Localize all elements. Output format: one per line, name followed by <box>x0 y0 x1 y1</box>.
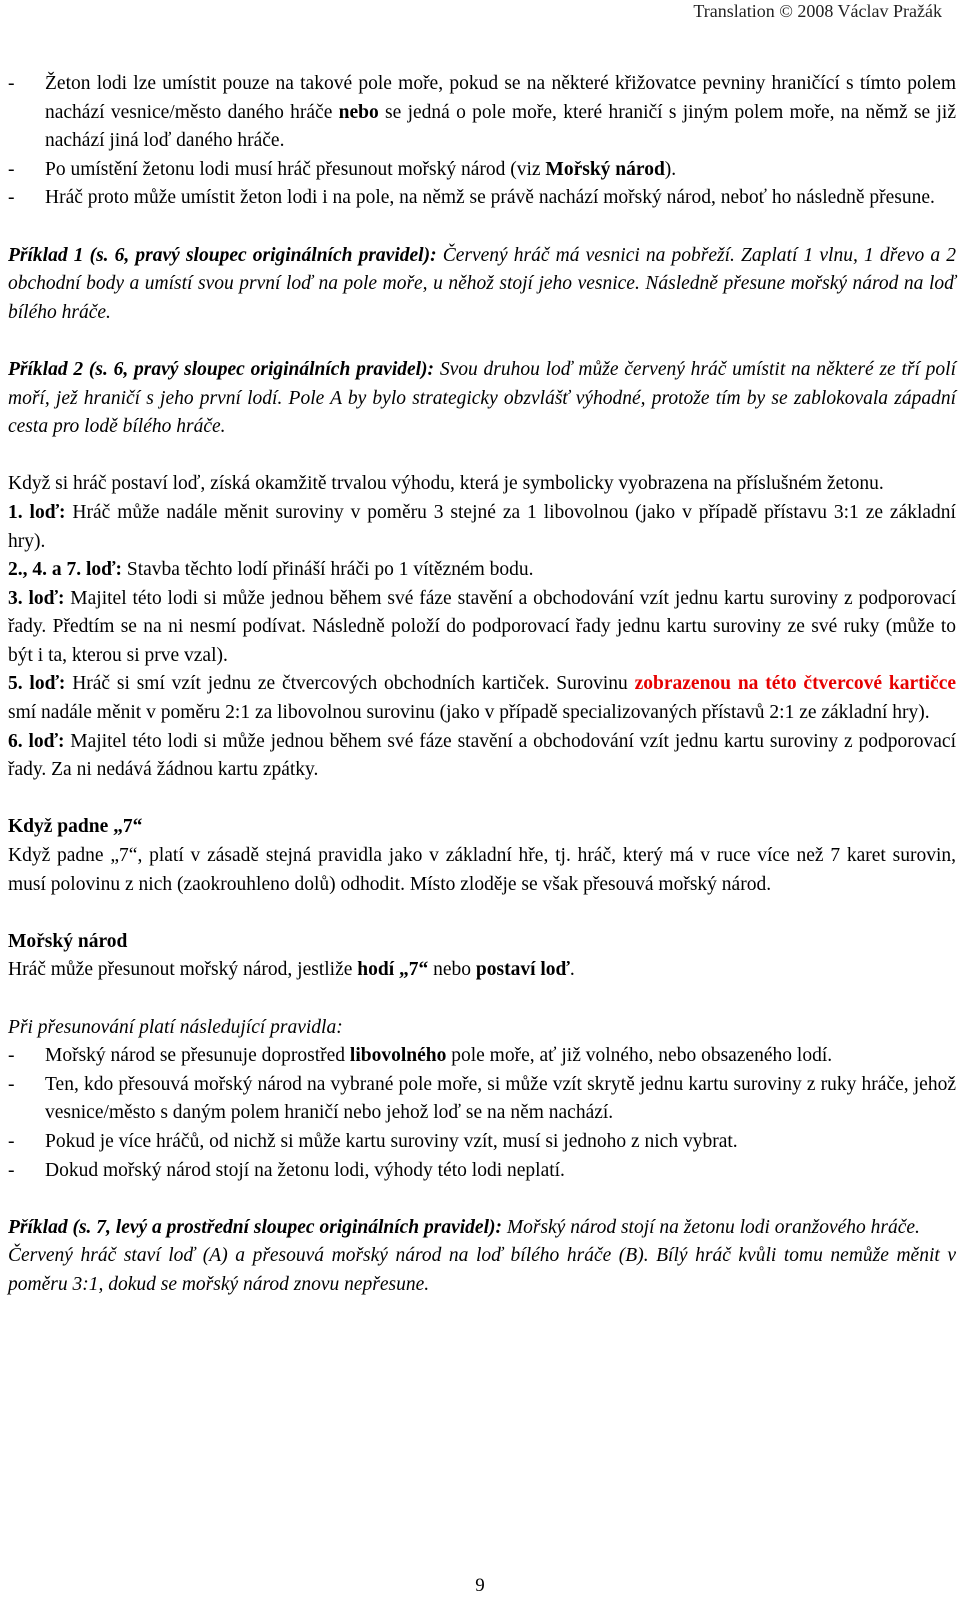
bullet-dash: - <box>8 1130 15 1152</box>
bullet-dash: - <box>8 73 15 94</box>
section-heading-sea-people: Mořský národ <box>8 930 128 952</box>
bullet-dash: - <box>8 1159 15 1181</box>
bullet-dash: - <box>8 158 15 180</box>
list-item: - Žeton lodi lze umístit pouze na takové pole moře, pokud se na některé křižovatce pevniny hraničící s tímto polem nachází vesnice/město daného hráče nebo se jedná o pole moře, které hraničí s jiným polem moře, na němž se již nachází jiná loď daného hráče. <box>8 70 956 156</box>
ship-rule-1: 1. loď: Hráč může nadále měnit suroviny v poměru 3 stejné za 1 libovolnou (jako v případě přístavu 3:1 ze základní hry). <box>8 501 956 552</box>
ship-rule-3: 3. loď: Majitel této lodi si může jednou během své fáze stavění a obchodování vzít jednu kartu suroviny z podporovací řady. Předtím se na ni nesmí podívat. Následně položí do podporovací řady jednu kartu suroviny ze své ruky (může to být i ta, kterou si prve vzal). <box>8 587 956 666</box>
list-item: - Hráč proto může umístit žeton lodi i na pole, na němž se právě nachází mořský národ, neboť ho následně přesune. <box>8 184 956 213</box>
ship-rule-2-4-7: 2., 4. a 7. loď: Stavba těchto lodí přináší hráči po 1 vítězném bodu. <box>8 559 534 581</box>
rules-heading: Při přesunování platí následující pravidla: <box>8 1016 343 1038</box>
section-heading-seven: Když padne „7“ <box>8 816 143 838</box>
sea-people-text: Hráč může přesunout mořský národ, jestliže hodí „7“ nebo postaví loď. <box>8 959 575 981</box>
ship-rule-6: 6. loď: Majitel této lodi si může jednou během své fáze stavění a obchodování vzít jednu kartu suroviny z podporovací řady. Za ni nedává žádnou kartu zpátky. <box>8 730 956 781</box>
ship-intro: Když si hráč postaví loď, získá okamžitě trvalou výhodu, která je symbolicky vyobrazena na příslušném žetonu. <box>8 473 884 495</box>
example-3-continued: Červený hráč staví loď (A) a přesouvá mořský národ na loď bílého hráče (B). Bílý hráč kvůli tomu nemůže měnit v poměru 3:1, dokud se mořský národ znovu nepřesune. <box>8 1245 956 1295</box>
page-header: Translation © 2008 Václav Pražák <box>693 1 942 21</box>
bullet-dash: - <box>8 1073 15 1095</box>
example-3: Příklad (s. 7, levý a prostřední sloupec originálních pravidel): Mořský národ stojí na žetonu lodi oranžového hráče. <box>8 1216 920 1238</box>
bullet-dash: - <box>8 187 15 209</box>
seven-text: Když padne „7“, platí v zásadě stejná pravidla jako v základní hře, tj. hráč, který má v ruce více než 7 karet surovin, musí polovinu z nich (zaokrouhleno dolů) odhodit. Místo zloděje se však přesouvá mořský národ. <box>8 845 956 895</box>
list-item: - Po umístění žetonu lodi musí hráč přesunout mořský národ (viz Mořský národ). <box>8 156 956 185</box>
page-number: 9 <box>475 1575 485 1596</box>
page-content <box>8 70 956 1300</box>
list-item: - Dokud mořský národ stojí na žetonu lodi, výhody této lodi neplatí. <box>8 1157 956 1186</box>
example-1: Příklad 1 (s. 6, pravý sloupec originálních pravidel): Červený hráč má vesnici na pobřeží. Zaplatí 1 vlnu, 1 dřevo a 2 obchodní body a umístí svou první loď na pole moře, u něhož stojí jeho vesnice. Následně přesune mořský národ na loď bílého hráče. <box>8 244 956 323</box>
list-item: - Mořský národ se přesunuje doprostřed libovolného pole moře, ať již volného, nebo obsazeného lodí. <box>8 1042 956 1071</box>
highlighted-text: zobrazenou na této čtvercové kartičce <box>634 673 957 695</box>
list-item: - Ten, kdo přesouvá mořský národ na vybrané pole moře, si může vzít skrytě jednu kartu suroviny z ruky hráče, jehož vesnice/město s daným polem hraničí nebo jehož loď se na něm nachází. <box>8 1071 956 1128</box>
bullet-dash: - <box>8 1045 15 1067</box>
example-2: Příklad 2 (s. 6, pravý sloupec originálních pravidel): Svou druhou loď může červený hráč umístit na některé ze tří polí moří, jež hraničí s jeho první lodí. Pole A by bylo strategicky obzvlášť výhodné, protože tím by se zablokovala západní cesta pro lodě bílého hráče. <box>8 358 956 438</box>
ship-rule-5: 5. loď: Hráč si smí vzít jednu ze čtvercových obchodních kartiček. Surovinu zobrazenou na této čtvercové kartičce smí nadále měnit v poměru 2:1 za libovolnou surovinu (jako v případě specializovaných přístavů 2:1 ze základní hry). <box>8 673 957 724</box>
list-item: - Pokud je více hráčů, od nichž si může kartu suroviny vzít, musí si jednoho z nich vybrat. <box>8 1128 956 1157</box>
